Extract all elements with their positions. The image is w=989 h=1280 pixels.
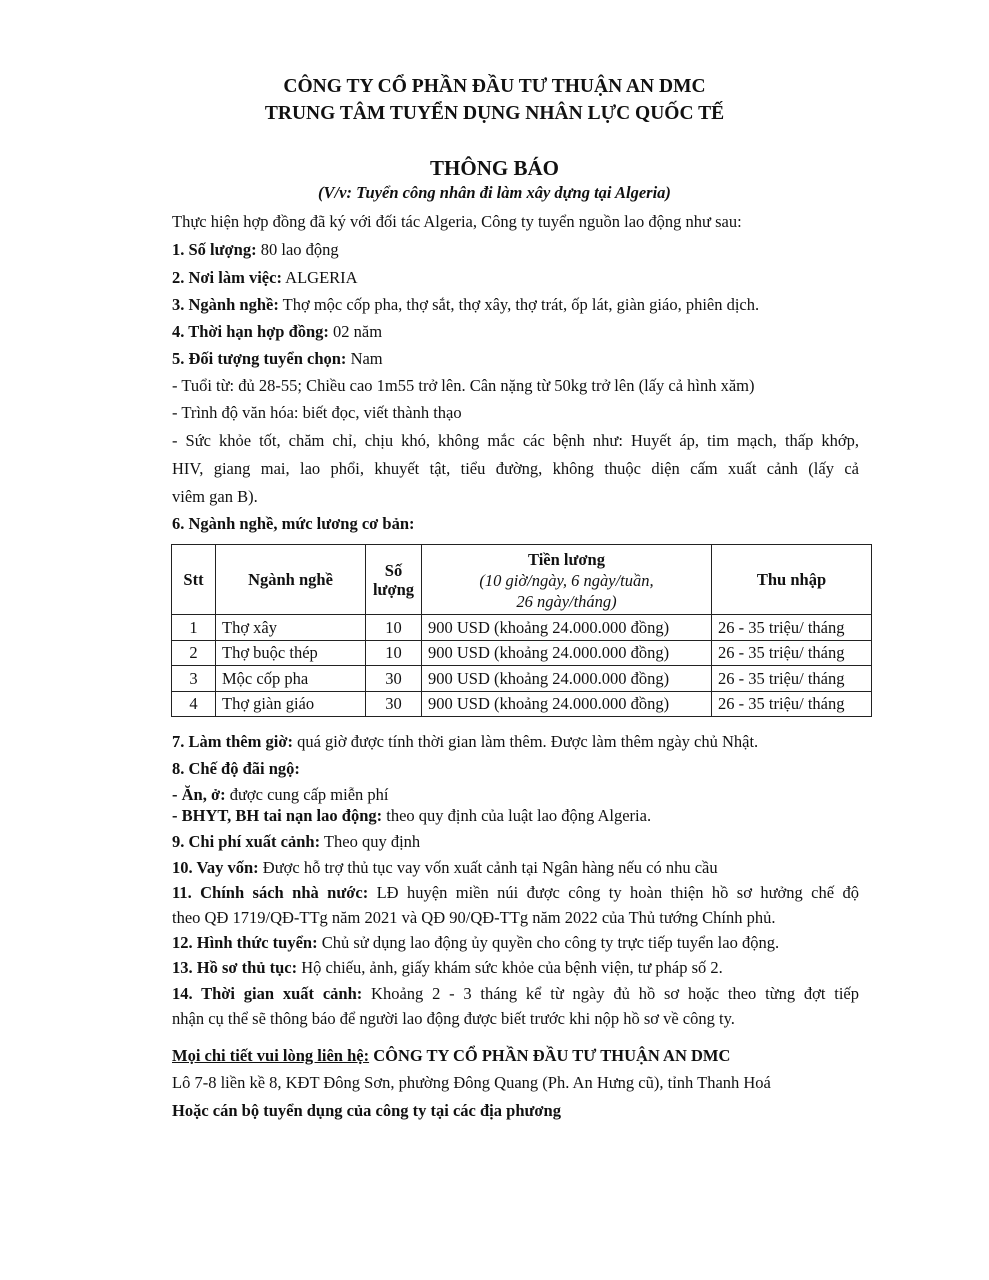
item-health-line-3: viêm gan B). — [172, 487, 258, 506]
contact-label — [172, 1046, 369, 1065]
cell-quantity: 10 — [366, 615, 422, 641]
cell-quantity: 30 — [366, 666, 422, 692]
header-wage-title: Tiền lương — [528, 549, 605, 569]
intro-text: Thực hiện hợp đồng đã ký với đối tác Algeria, Công ty tuyển nguồn lao động như sau: — [172, 212, 742, 231]
item-value: LĐ huyện miền núi được công ty hoàn thiện hồ sơ hưởng chế độ — [368, 883, 859, 902]
cell-income: 26 - 35 triệu/ tháng — [712, 615, 872, 641]
item-label: 12. Hình thức tuyển: — [172, 933, 318, 952]
item-value: Chủ sử dụng lao động ủy quyền cho công ty trực tiếp tuyển lao động. — [317, 933, 780, 952]
item-label: 13. Hồ sơ thủ tục: — [172, 958, 298, 977]
item-label: - BHYT, BH tai nạn lao động: — [172, 806, 383, 825]
cell-stt: 2 — [172, 640, 216, 666]
cell-wage: 900 USD (khoảng 24.000.000 đồng) — [422, 666, 712, 692]
header-quantity — [366, 545, 422, 615]
salary-heading-text: 6. Ngành nghề, mức lương cơ bản: — [172, 514, 415, 533]
header-income: Thu nhập — [712, 545, 872, 615]
item-quantity — [172, 240, 339, 260]
item-value: 02 năm — [328, 322, 383, 341]
item-recruit-form — [172, 933, 779, 953]
cell-wage: 900 USD (khoảng 24.000.000 đồng) — [422, 615, 712, 641]
contact-local — [172, 1101, 561, 1121]
item-health-line-1: - Sức khỏe tốt, chăm chỉ, chịu khó, không mắc các bệnh như: Huyết áp, tim mạch, thấp khớp, — [172, 431, 859, 450]
page-subtitle: (V/v: Tuyển công nhân đi làm xây dựng tại Algeria) — [318, 183, 671, 202]
salary-table — [171, 544, 872, 717]
item-target — [172, 349, 383, 369]
item-workplace — [172, 268, 358, 288]
item-label: 10. Vay vốn: — [172, 858, 259, 877]
item-value: Thợ mộc cốp pha, thợ sắt, thợ xây, thợ trát, ốp lát, giàn giáo, phiên dịch. — [278, 295, 760, 314]
item-label: - Ăn, ở: — [172, 785, 226, 804]
item-education: - Trình độ văn hóa: biết đọc, viết thành thạo — [172, 403, 462, 422]
header-trade: Ngành nghề — [216, 545, 366, 615]
table-row — [172, 640, 872, 666]
item-value: được cung cấp miễn phí — [225, 785, 389, 804]
item-value: quá giờ được tính thời gian làm thêm. Được làm thêm ngày chủ Nhật. — [292, 732, 759, 751]
item-label: 2. Nơi làm việc: — [172, 268, 282, 287]
item-label: 5. Đối tượng tuyển chọn: — [172, 349, 347, 368]
item-label: 1. Số lượng: — [172, 240, 257, 259]
contact-company: CÔNG TY CỔ PHẦN ĐẦU TƯ THUẬN AN DMC — [369, 1046, 731, 1065]
table-row — [172, 666, 872, 692]
item-label: 11. Chính sách nhà nước: — [172, 883, 369, 902]
header-quantity-line-1: Số — [384, 560, 403, 580]
cell-wage: 900 USD (khoảng 24.000.000 đồng) — [422, 691, 712, 717]
item-label: 14. Thời gian xuất cảnh: — [172, 984, 363, 1003]
cell-trade: Thợ buộc thép — [216, 640, 366, 666]
contact-line — [172, 1046, 730, 1066]
cell-income: 26 - 35 triệu/ tháng — [712, 666, 872, 692]
item-value: Theo quy định — [320, 832, 421, 851]
table-row — [172, 691, 872, 717]
item-food — [172, 785, 389, 805]
item-value: ALGERIA — [281, 268, 358, 287]
header-quantity-line-2: lượng — [372, 579, 415, 599]
cell-income: 26 - 35 triệu/ tháng — [712, 640, 872, 666]
item-value: 80 lao động — [256, 240, 339, 259]
header-wage — [422, 545, 712, 615]
contact-address: Lô 7-8 liền kề 8, KĐT Đông Sơn, phường Đông Quang (Ph. An Hưng cũ), tỉnh Thanh Hoá — [172, 1073, 771, 1092]
item-value: Hộ chiếu, ảnh, giấy khám sức khỏe của bệnh viện, tư pháp số 2. — [297, 958, 723, 977]
item-benefits — [172, 759, 300, 779]
cell-trade: Thợ xây — [216, 615, 366, 641]
cell-trade: Mộc cốp pha — [216, 666, 366, 692]
item-label: 8. Chế độ đãi ngộ: — [172, 759, 300, 778]
item-contract-term — [172, 322, 382, 342]
page-title: THÔNG BÁO — [430, 156, 559, 180]
item-trades — [172, 295, 759, 315]
item-exit-cost — [172, 832, 420, 852]
item-departure-line-2: nhận cụ thể sẽ thông báo để người lao động được biết trước khi nộp hồ sơ về công ty. — [172, 1009, 735, 1028]
item-overtime — [172, 732, 758, 752]
center-name: TRUNG TÂM TUYỂN DỤNG NHÂN LỰC QUỐC TẾ — [264, 103, 725, 124]
cell-quantity: 30 — [366, 691, 422, 717]
item-policy — [172, 883, 859, 903]
cell-stt: 3 — [172, 666, 216, 692]
item-value: theo quy định của luật lao động Algeria. — [382, 806, 652, 825]
item-label: 9. Chi phí xuất cảnh: — [172, 832, 321, 851]
cell-wage: 900 USD (khoảng 24.000.000 đồng) — [422, 640, 712, 666]
cell-stt: 4 — [172, 691, 216, 717]
item-label: 3. Ngành nghề: — [172, 295, 279, 314]
table-row — [172, 615, 872, 641]
item-label: 4. Thời hạn hợp đồng: — [172, 322, 329, 341]
item-label: 7. Làm thêm giờ: — [172, 732, 293, 751]
salary-heading — [172, 514, 415, 534]
item-loan — [172, 858, 718, 878]
item-value: Nam — [346, 349, 383, 368]
cell-income: 26 - 35 triệu/ tháng — [712, 691, 872, 717]
cell-trade: Thợ giàn giáo — [216, 691, 366, 717]
contact-local-text: Hoặc cán bộ tuyển dụng của công ty tại các địa phương — [172, 1101, 561, 1120]
company-name: CÔNG TY CỔ PHẦN ĐẦU TƯ THUẬN AN DMC — [283, 76, 706, 97]
item-policy-line-2: theo QĐ 1719/QĐ-TTg năm 2021 và QĐ 90/QĐ-TTg năm 2022 của Thủ tướng Chính phủ. — [172, 908, 776, 927]
item-insurance — [172, 806, 651, 826]
item-age: - Tuổi từ: đủ 28-55; Chiều cao 1m55 trở lên. Cân nặng từ 50kg trở lên (lấy cả hình xăm) — [172, 376, 755, 395]
header-stt: Stt — [172, 545, 216, 615]
table-header-row — [172, 545, 872, 615]
item-documents — [172, 958, 723, 978]
item-departure — [172, 984, 859, 1004]
item-value: Được hỗ trợ thủ tục vay vốn xuất cảnh tại Ngân hàng nếu có nhu cầu — [258, 858, 718, 877]
cell-quantity: 10 — [366, 640, 422, 666]
cell-stt: 1 — [172, 615, 216, 641]
contact-label-text: Mọi chi tiết vui lòng liên hệ: — [172, 1046, 370, 1065]
header-wage-note-1: (10 giờ/ngày, 6 ngày/tuần, — [479, 570, 654, 590]
item-health-line-2: HIV, giang mai, lao phổi, khuyết tật, tiểu đường, không thuộc diện cấm xuất cảnh (lấy cả — [172, 459, 859, 478]
header-wage-note-2: 26 ngày/tháng) — [516, 591, 617, 611]
item-value: Khoảng 2 - 3 tháng kể từ ngày đủ hồ sơ hoặc theo từng đợt tiếp — [362, 984, 859, 1003]
